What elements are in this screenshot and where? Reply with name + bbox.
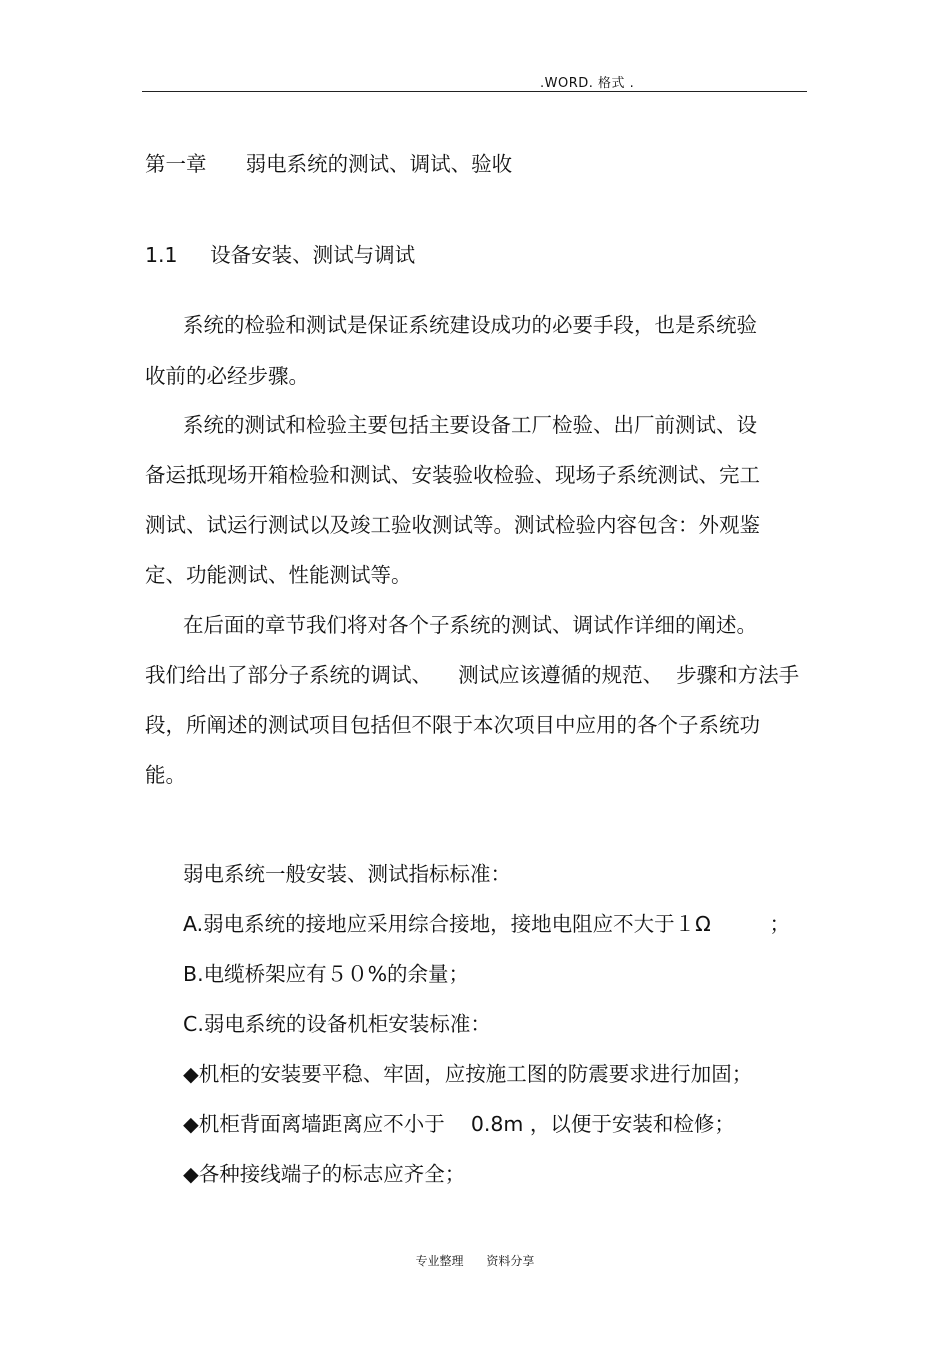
bullet-item: ◆各种接线端子的标志应齐全；	[183, 1162, 466, 1186]
page-header: .WORD. 格式 .	[540, 76, 635, 91]
bullet-item: ◆机柜背面离墙距离应不小于 0.8m ，以便于安装和检修；	[183, 1112, 735, 1136]
paragraph-line: 系统的测试和检验主要包括主要设备工厂检验、出厂前测试、设	[183, 413, 757, 437]
paragraph-line: 定、功能测试、性能测试等。	[145, 563, 412, 587]
bullet-item: ◆机柜的安装要平稳、牢固，应按施工图的防震要求进行加固；	[183, 1062, 753, 1086]
page-footer: 专业整理 资料分享	[415, 1254, 535, 1268]
paragraph-line: 我们给出了部分子系统的调试、 测试应该遵循的规范、 步骤和方法手	[145, 663, 800, 687]
standard-item-a: A.弱电系统的接地应采用综合接地，接地电阻应不大于１Ω ；	[183, 912, 790, 936]
paragraph-line: 能。	[145, 763, 186, 787]
paragraph-line: 收前的必经步骤。	[145, 364, 309, 388]
paragraph-line: 测试、试运行测试以及竣工验收测试等。测试检验内容包含：外观鉴	[145, 513, 760, 537]
standard-item-b: B.电缆桥架应有５０%的余量；	[183, 962, 470, 986]
paragraph-line: 在后面的章节我们将对各个子系统的测试、调试作详细的阐述。	[183, 613, 757, 637]
section-title: 1.1 设备安装、测试与调试	[145, 243, 416, 267]
standard-item-c: C.弱电系统的设备机柜安装标准：	[183, 1012, 491, 1036]
standards-heading: 弱电系统一般安装、测试指标标准：	[183, 862, 511, 886]
paragraph-line: 备运抵现场开箱检验和测试、安装验收检验、现场子系统测试、完工	[145, 463, 760, 487]
header-rule	[142, 91, 807, 92]
paragraph-line: 系统的检验和测试是保证系统建设成功的必要手段，也是系统验	[183, 313, 757, 337]
paragraph-line: 段，所阐述的测试项目包括但不限于本次项目中应用的各个子系统功	[145, 713, 760, 737]
chapter-title: 第一章 弱电系统的测试、调试、验收	[145, 152, 513, 176]
